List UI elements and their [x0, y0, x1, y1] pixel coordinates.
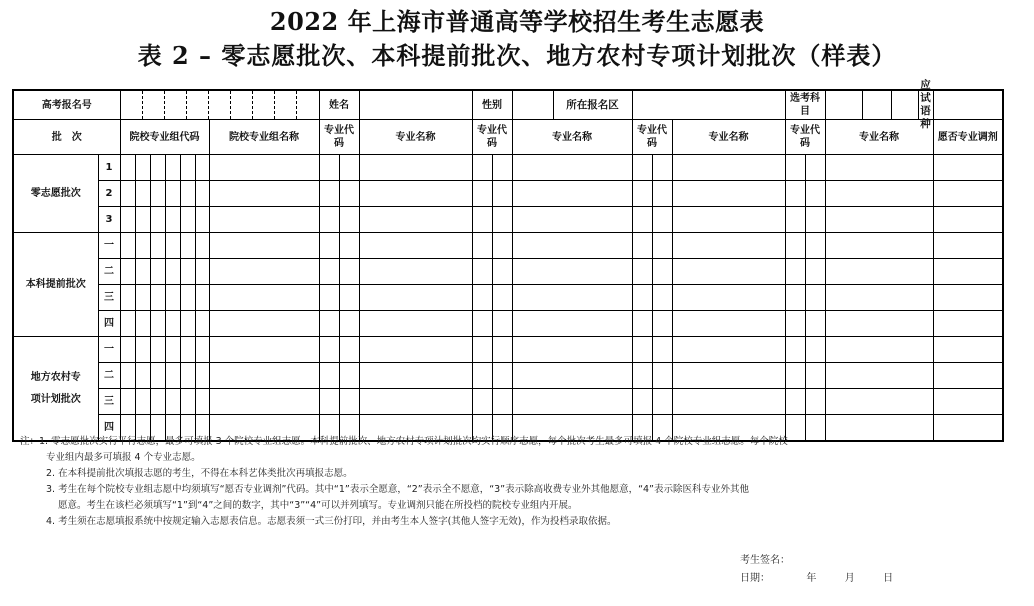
- group-code-digit-cell[interactable]: [180, 155, 195, 181]
- language-label: 应试语种: [920, 79, 931, 130]
- major-name-cell[interactable]: [359, 389, 472, 415]
- group-name-cell[interactable]: [209, 233, 319, 259]
- major-name-cell[interactable]: [825, 337, 933, 363]
- major-name-cell[interactable]: [672, 155, 785, 181]
- major-code-digit-cell[interactable]: [339, 389, 359, 415]
- notes-section: [20, 434, 1010, 530]
- major-code-digit-cell[interactable]: [785, 337, 805, 363]
- major-code-digit-cell[interactable]: [805, 181, 825, 207]
- major-code-digit-cell[interactable]: [652, 259, 672, 285]
- signature-block: [740, 552, 893, 588]
- major-name-cell[interactable]: [825, 207, 933, 233]
- major-name-cell[interactable]: [359, 337, 472, 363]
- group-code-digit-cell[interactable]: [180, 259, 195, 285]
- group-code-digit-cell[interactable]: [135, 233, 150, 259]
- group-code-digit-cell[interactable]: [165, 181, 180, 207]
- group-code-digit-cell[interactable]: [165, 285, 180, 311]
- major-name-cell[interactable]: [825, 233, 933, 259]
- group-code-digit-cell[interactable]: [150, 285, 165, 311]
- group-code-digit-cell[interactable]: [180, 181, 195, 207]
- group-code-digit-cell[interactable]: [120, 181, 135, 207]
- major-code-digit-cell[interactable]: [472, 181, 492, 207]
- major-name-cell[interactable]: [825, 311, 933, 337]
- choice-number: 3: [98, 207, 120, 233]
- group-code-digit-cell[interactable]: [120, 155, 135, 181]
- major-code-digit-cell[interactable]: [339, 233, 359, 259]
- group-code-digit-cell[interactable]: [135, 311, 150, 337]
- subject-box-1[interactable]: [826, 91, 863, 119]
- group-code-digit-cell[interactable]: [195, 337, 209, 363]
- major-name-cell[interactable]: [512, 259, 632, 285]
- major-name-header-3: 专业名称: [672, 120, 785, 155]
- major-name-cell[interactable]: [359, 181, 472, 207]
- group-code-digit-cell[interactable]: [180, 337, 195, 363]
- exam-no-digit-box[interactable]: [121, 91, 143, 119]
- major-name-cell[interactable]: [359, 285, 472, 311]
- choice-number: 1: [98, 155, 120, 181]
- major-code-digit-cell[interactable]: [632, 285, 652, 311]
- major-code-digit-cell[interactable]: [785, 155, 805, 181]
- group-code-digit-cell[interactable]: [165, 155, 180, 181]
- group-code-digit-cell[interactable]: [120, 389, 135, 415]
- group-code-digit-cell[interactable]: [195, 207, 209, 233]
- group-code-digit-cell[interactable]: [150, 337, 165, 363]
- adjust-cell[interactable]: [933, 285, 1003, 311]
- group-code-header: 院校专业组代码: [120, 120, 209, 155]
- major-code-digit-cell[interactable]: [472, 363, 492, 389]
- major-code-digit-cell[interactable]: [785, 207, 805, 233]
- major-code-digit-cell[interactable]: [339, 207, 359, 233]
- group-code-digit-cell[interactable]: [195, 389, 209, 415]
- group-name-cell[interactable]: [209, 311, 319, 337]
- note-4: 4. 考生须在志愿填报系统中按规定输入志愿表信息。志愿表须一式三份打印，并由考生本人签字(其他人签字无效)，作为投档录取依据。: [46, 516, 617, 527]
- group-code-digit-cell[interactable]: [150, 389, 165, 415]
- column-header-row: [13, 120, 1003, 155]
- major-code-digit-cell[interactable]: [652, 337, 672, 363]
- major-code-header-2: 专业代码: [472, 120, 512, 155]
- major-name-cell[interactable]: [512, 311, 632, 337]
- major-name-cell[interactable]: [512, 285, 632, 311]
- major-code-digit-cell[interactable]: [319, 259, 339, 285]
- volunteer-form-table: [12, 79, 1004, 442]
- major-code-digit-cell[interactable]: [805, 389, 825, 415]
- major-code-digit-cell[interactable]: [319, 389, 339, 415]
- note-3-cont: 愿意。考生在该栏必须填写“1”到“4”之间的数字，其中“3”“4”可以并列填写。专业调剂只能在所投档的院校专业组内开展。: [58, 500, 578, 511]
- group-code-digit-cell[interactable]: [150, 363, 165, 389]
- choice-number: 二: [98, 259, 120, 285]
- batch-row: [13, 311, 1003, 337]
- group-code-digit-cell[interactable]: [165, 207, 180, 233]
- major-code-digit-cell[interactable]: [472, 337, 492, 363]
- group-code-digit-cell[interactable]: [150, 181, 165, 207]
- major-code-digit-cell[interactable]: [339, 285, 359, 311]
- gender-district-cell: [512, 90, 632, 120]
- major-code-digit-cell[interactable]: [492, 207, 512, 233]
- major-code-digit-cell[interactable]: [472, 155, 492, 181]
- major-code-digit-cell[interactable]: [339, 311, 359, 337]
- major-code-digit-cell[interactable]: [632, 259, 652, 285]
- major-code-digit-cell[interactable]: [652, 233, 672, 259]
- subject-box-3[interactable]: [892, 91, 919, 119]
- major-code-digit-cell[interactable]: [785, 233, 805, 259]
- major-name-cell[interactable]: [825, 259, 933, 285]
- group-code-digit-cell[interactable]: [135, 389, 150, 415]
- date-day: 日: [883, 573, 894, 584]
- major-code-digit-cell[interactable]: [492, 311, 512, 337]
- group-code-digit-cell[interactable]: [165, 363, 180, 389]
- batch-header: 批 次: [13, 120, 120, 155]
- major-code-digit-cell[interactable]: [339, 259, 359, 285]
- major-code-digit-cell[interactable]: [632, 389, 652, 415]
- group-name-cell[interactable]: [209, 181, 319, 207]
- major-code-digit-cell[interactable]: [319, 337, 339, 363]
- exam-no-digit-box[interactable]: [275, 91, 297, 119]
- major-name-header-4: 专业名称: [825, 120, 933, 155]
- major-code-digit-cell[interactable]: [632, 207, 652, 233]
- subject-box-2[interactable]: [863, 91, 892, 119]
- group-name-cell[interactable]: [209, 207, 319, 233]
- form-title: 2022 年上海市普通高等学校招生考生志愿表: [269, 7, 765, 36]
- major-code-digit-cell[interactable]: [492, 259, 512, 285]
- adjust-cell[interactable]: [933, 389, 1003, 415]
- group-name-cell[interactable]: [209, 155, 319, 181]
- major-code-digit-cell[interactable]: [492, 233, 512, 259]
- group-name-cell[interactable]: [209, 259, 319, 285]
- major-code-digit-cell[interactable]: [785, 285, 805, 311]
- subjects-cell: [785, 90, 825, 120]
- note-1-cont: 专业组内最多可填报 4 个专业志愿。: [46, 452, 201, 463]
- gender-label: 性别: [472, 90, 512, 120]
- batch-row: [13, 181, 1003, 207]
- exam-no-digit-box[interactable]: [143, 91, 165, 119]
- group-name-cell[interactable]: [209, 363, 319, 389]
- major-name-cell[interactable]: [359, 233, 472, 259]
- group-code-digit-cell[interactable]: [165, 337, 180, 363]
- signature-line[interactable]: [740, 552, 893, 570]
- group-code-digit-cell[interactable]: [120, 207, 135, 233]
- group-code-digit-cell[interactable]: [135, 155, 150, 181]
- choice-number: 三: [98, 285, 120, 311]
- date-year: 年: [806, 573, 817, 584]
- major-code-digit-cell[interactable]: [805, 207, 825, 233]
- major-code-digit-cell[interactable]: [632, 233, 652, 259]
- adjust-cell[interactable]: [933, 363, 1003, 389]
- group-code-digit-cell[interactable]: [120, 259, 135, 285]
- major-code-digit-cell[interactable]: [805, 259, 825, 285]
- major-name-cell[interactable]: [672, 207, 785, 233]
- major-code-digit-cell[interactable]: [652, 389, 672, 415]
- gender-field[interactable]: [513, 91, 554, 119]
- group-code-digit-cell[interactable]: [120, 233, 135, 259]
- group-code-digit-cell[interactable]: [180, 207, 195, 233]
- major-code-header-3: 专业代码: [632, 120, 672, 155]
- exam-no-digit-box[interactable]: [297, 91, 318, 119]
- major-code-digit-cell[interactable]: [652, 207, 672, 233]
- major-code-digit-cell[interactable]: [785, 363, 805, 389]
- date-label: 日期：: [740, 573, 770, 584]
- major-code-digit-cell[interactable]: [492, 155, 512, 181]
- group-code-digit-cell[interactable]: [150, 259, 165, 285]
- exam-no-field[interactable]: [120, 90, 319, 120]
- major-name-cell[interactable]: [359, 207, 472, 233]
- batch-row: [13, 337, 1003, 363]
- adjust-cell[interactable]: [933, 155, 1003, 181]
- major-code-digit-cell[interactable]: [652, 363, 672, 389]
- major-code-digit-cell[interactable]: [785, 259, 805, 285]
- applicant-info-row: [13, 90, 1003, 120]
- group-code-digit-cell[interactable]: [195, 259, 209, 285]
- language-field[interactable]: [933, 90, 1003, 120]
- major-code-digit-cell[interactable]: [472, 285, 492, 311]
- group-code-digit-cell[interactable]: [195, 285, 209, 311]
- major-code-digit-cell[interactable]: [632, 337, 652, 363]
- group-code-digit-cell[interactable]: [150, 311, 165, 337]
- group-code-digit-cell[interactable]: [180, 311, 195, 337]
- adjust-cell[interactable]: [933, 311, 1003, 337]
- major-code-digit-cell[interactable]: [652, 311, 672, 337]
- group-code-digit-cell[interactable]: [195, 181, 209, 207]
- major-name-cell[interactable]: [512, 155, 632, 181]
- major-name-cell[interactable]: [672, 285, 785, 311]
- major-code-digit-cell[interactable]: [319, 181, 339, 207]
- major-code-digit-cell[interactable]: [319, 311, 339, 337]
- major-code-digit-cell[interactable]: [805, 155, 825, 181]
- major-name-cell[interactable]: [672, 363, 785, 389]
- choice-number: 一: [98, 233, 120, 259]
- major-name-cell[interactable]: [672, 337, 785, 363]
- group-code-digit-cell[interactable]: [195, 155, 209, 181]
- choice-number: 2: [98, 181, 120, 207]
- exam-no-digit-box[interactable]: [165, 91, 187, 119]
- adjust-cell[interactable]: [933, 259, 1003, 285]
- major-code-digit-cell[interactable]: [339, 155, 359, 181]
- major-code-digit-cell[interactable]: [472, 233, 492, 259]
- major-name-cell[interactable]: [512, 233, 632, 259]
- major-name-cell[interactable]: [359, 259, 472, 285]
- major-name-cell[interactable]: [512, 207, 632, 233]
- major-name-cell[interactable]: [359, 155, 472, 181]
- group-name-cell[interactable]: [209, 389, 319, 415]
- group-code-digit-cell[interactable]: [195, 311, 209, 337]
- major-name-cell[interactable]: [512, 389, 632, 415]
- major-name-cell[interactable]: [512, 337, 632, 363]
- batch-label: 本科提前批次: [13, 233, 98, 337]
- group-code-digit-cell[interactable]: [135, 207, 150, 233]
- group-code-digit-cell[interactable]: [135, 363, 150, 389]
- adjust-cell[interactable]: [933, 233, 1003, 259]
- name-label: 姓名: [319, 90, 359, 120]
- major-code-digit-cell[interactable]: [492, 389, 512, 415]
- subjects-label: 选考科目: [790, 93, 821, 117]
- major-code-digit-cell[interactable]: [785, 181, 805, 207]
- exam-no-digit-box[interactable]: [253, 91, 275, 119]
- choice-number: 三: [98, 389, 120, 415]
- subjects-language-cell: [825, 79, 933, 130]
- date-month: 月: [844, 573, 855, 584]
- group-code-digit-cell[interactable]: [120, 285, 135, 311]
- group-code-digit-cell[interactable]: [120, 311, 135, 337]
- group-code-digit-cell[interactable]: [150, 233, 165, 259]
- batch-label: 地方农村专项计划批次: [13, 337, 98, 442]
- exam-no-digit-box[interactable]: [209, 91, 231, 119]
- major-code-digit-cell[interactable]: [652, 285, 672, 311]
- group-code-digit-cell[interactable]: [165, 259, 180, 285]
- major-name-cell[interactable]: [825, 155, 933, 181]
- major-code-header-1: 专业代码: [319, 120, 359, 155]
- major-code-digit-cell[interactable]: [339, 337, 359, 363]
- group-name-header: 院校专业组名称: [209, 120, 319, 155]
- group-code-digit-cell[interactable]: [165, 233, 180, 259]
- major-name-cell[interactable]: [359, 311, 472, 337]
- major-name-cell[interactable]: [672, 181, 785, 207]
- major-code-digit-cell[interactable]: [785, 311, 805, 337]
- major-code-digit-cell[interactable]: [632, 155, 652, 181]
- note-1: 注：1. 零志愿批次实行平行志愿，最多可填报 3 个院校专业组志愿。本科提前批次、地方农村专项计划批次均实行顺序志愿，每个批次考生最多可填报 4 个院校专业组志愿。每个院校: [20, 436, 788, 447]
- major-code-digit-cell[interactable]: [339, 181, 359, 207]
- batch-row: [13, 363, 1003, 389]
- major-code-digit-cell[interactable]: [492, 337, 512, 363]
- major-name-cell[interactable]: [512, 181, 632, 207]
- major-code-digit-cell[interactable]: [319, 363, 339, 389]
- group-code-digit-cell[interactable]: [165, 389, 180, 415]
- major-name-cell[interactable]: [672, 233, 785, 259]
- major-code-digit-cell[interactable]: [492, 181, 512, 207]
- major-name-cell[interactable]: [825, 181, 933, 207]
- major-code-digit-cell[interactable]: [319, 285, 339, 311]
- exam-no-digit-box[interactable]: [187, 91, 209, 119]
- adjust-header: 愿否专业调剂: [933, 120, 1003, 155]
- choice-number: 一: [98, 337, 120, 363]
- choice-number: 四: [98, 311, 120, 337]
- group-code-digit-cell[interactable]: [150, 207, 165, 233]
- major-code-digit-cell[interactable]: [652, 181, 672, 207]
- name-field[interactable]: [359, 90, 472, 120]
- adjust-cell[interactable]: [933, 337, 1003, 363]
- major-code-digit-cell[interactable]: [805, 285, 825, 311]
- group-code-digit-cell[interactable]: [135, 181, 150, 207]
- major-code-digit-cell[interactable]: [785, 389, 805, 415]
- group-code-digit-cell[interactable]: [135, 337, 150, 363]
- group-code-digit-cell[interactable]: [135, 259, 150, 285]
- note-2: 2. 在本科提前批次填报志愿的考生，不得在本科艺体类批次再填报志愿。: [46, 468, 353, 479]
- exam-no-label: 高考报名号: [13, 90, 120, 120]
- signature-label: 考生签名：: [740, 555, 790, 566]
- district-field[interactable]: [632, 90, 785, 120]
- note-3: 3. 考生在每个院校专业组志愿中均须填写“愿否专业调剂”代码。其中“1”表示全愿意，“2”表示全不愿意，“3”表示除高收费专业外其他愿意，“4”表示除医科专业外其他: [46, 484, 749, 495]
- group-code-digit-cell[interactable]: [180, 389, 195, 415]
- major-name-header-1: 专业名称: [359, 120, 472, 155]
- choice-number: 二: [98, 363, 120, 389]
- major-code-digit-cell[interactable]: [472, 311, 492, 337]
- major-name-cell[interactable]: [825, 363, 933, 389]
- group-code-digit-cell[interactable]: [180, 363, 195, 389]
- batch-row: [13, 233, 1003, 259]
- group-code-digit-cell[interactable]: [150, 155, 165, 181]
- major-code-digit-cell[interactable]: [492, 363, 512, 389]
- group-code-digit-cell[interactable]: [120, 337, 135, 363]
- form-subtitle: 表 2 – 零志愿批次、本科提前批次、地方农村专项计划批次（样表）: [137, 41, 897, 70]
- batch-row: [13, 285, 1003, 311]
- major-code-digit-cell[interactable]: [492, 285, 512, 311]
- district-label: 所在报名区: [566, 98, 619, 111]
- major-name-cell[interactable]: [672, 389, 785, 415]
- major-code-digit-cell[interactable]: [319, 155, 339, 181]
- group-code-digit-cell[interactable]: [195, 233, 209, 259]
- batch-label: 零志愿批次: [13, 155, 98, 233]
- major-code-digit-cell[interactable]: [472, 389, 492, 415]
- batch-row: [13, 207, 1003, 233]
- batch-row: [13, 155, 1003, 181]
- major-code-digit-cell[interactable]: [472, 259, 492, 285]
- major-code-digit-cell[interactable]: [805, 311, 825, 337]
- group-code-digit-cell[interactable]: [195, 363, 209, 389]
- major-code-digit-cell[interactable]: [632, 363, 652, 389]
- group-name-cell[interactable]: [209, 285, 319, 311]
- exam-no-digit-box[interactable]: [231, 91, 253, 119]
- major-code-digit-cell[interactable]: [805, 363, 825, 389]
- major-code-header-4: 专业代码: [785, 120, 825, 155]
- group-code-digit-cell[interactable]: [180, 233, 195, 259]
- major-code-digit-cell[interactable]: [339, 363, 359, 389]
- major-name-cell[interactable]: [825, 285, 933, 311]
- major-name-cell[interactable]: [512, 363, 632, 389]
- major-code-digit-cell[interactable]: [319, 233, 339, 259]
- major-code-digit-cell[interactable]: [632, 311, 652, 337]
- date-line[interactable]: [740, 570, 893, 588]
- group-code-digit-cell[interactable]: [135, 285, 150, 311]
- major-code-digit-cell[interactable]: [805, 233, 825, 259]
- batch-row: [13, 259, 1003, 285]
- adjust-cell[interactable]: [933, 207, 1003, 233]
- adjust-cell[interactable]: [933, 181, 1003, 207]
- batch-row: [13, 389, 1003, 415]
- major-name-cell[interactable]: [359, 363, 472, 389]
- major-name-cell[interactable]: [672, 259, 785, 285]
- group-name-cell[interactable]: [209, 337, 319, 363]
- major-code-digit-cell[interactable]: [472, 207, 492, 233]
- major-code-digit-cell[interactable]: [319, 207, 339, 233]
- major-name-header-2: 专业名称: [512, 120, 632, 155]
- major-code-digit-cell[interactable]: [652, 155, 672, 181]
- group-code-digit-cell[interactable]: [120, 363, 135, 389]
- group-code-digit-cell[interactable]: [180, 285, 195, 311]
- major-name-cell[interactable]: [672, 311, 785, 337]
- group-code-digit-cell[interactable]: [165, 311, 180, 337]
- major-name-cell[interactable]: [825, 389, 933, 415]
- major-code-digit-cell[interactable]: [632, 181, 652, 207]
- choice-number: 四: [98, 415, 120, 442]
- major-code-digit-cell[interactable]: [805, 337, 825, 363]
